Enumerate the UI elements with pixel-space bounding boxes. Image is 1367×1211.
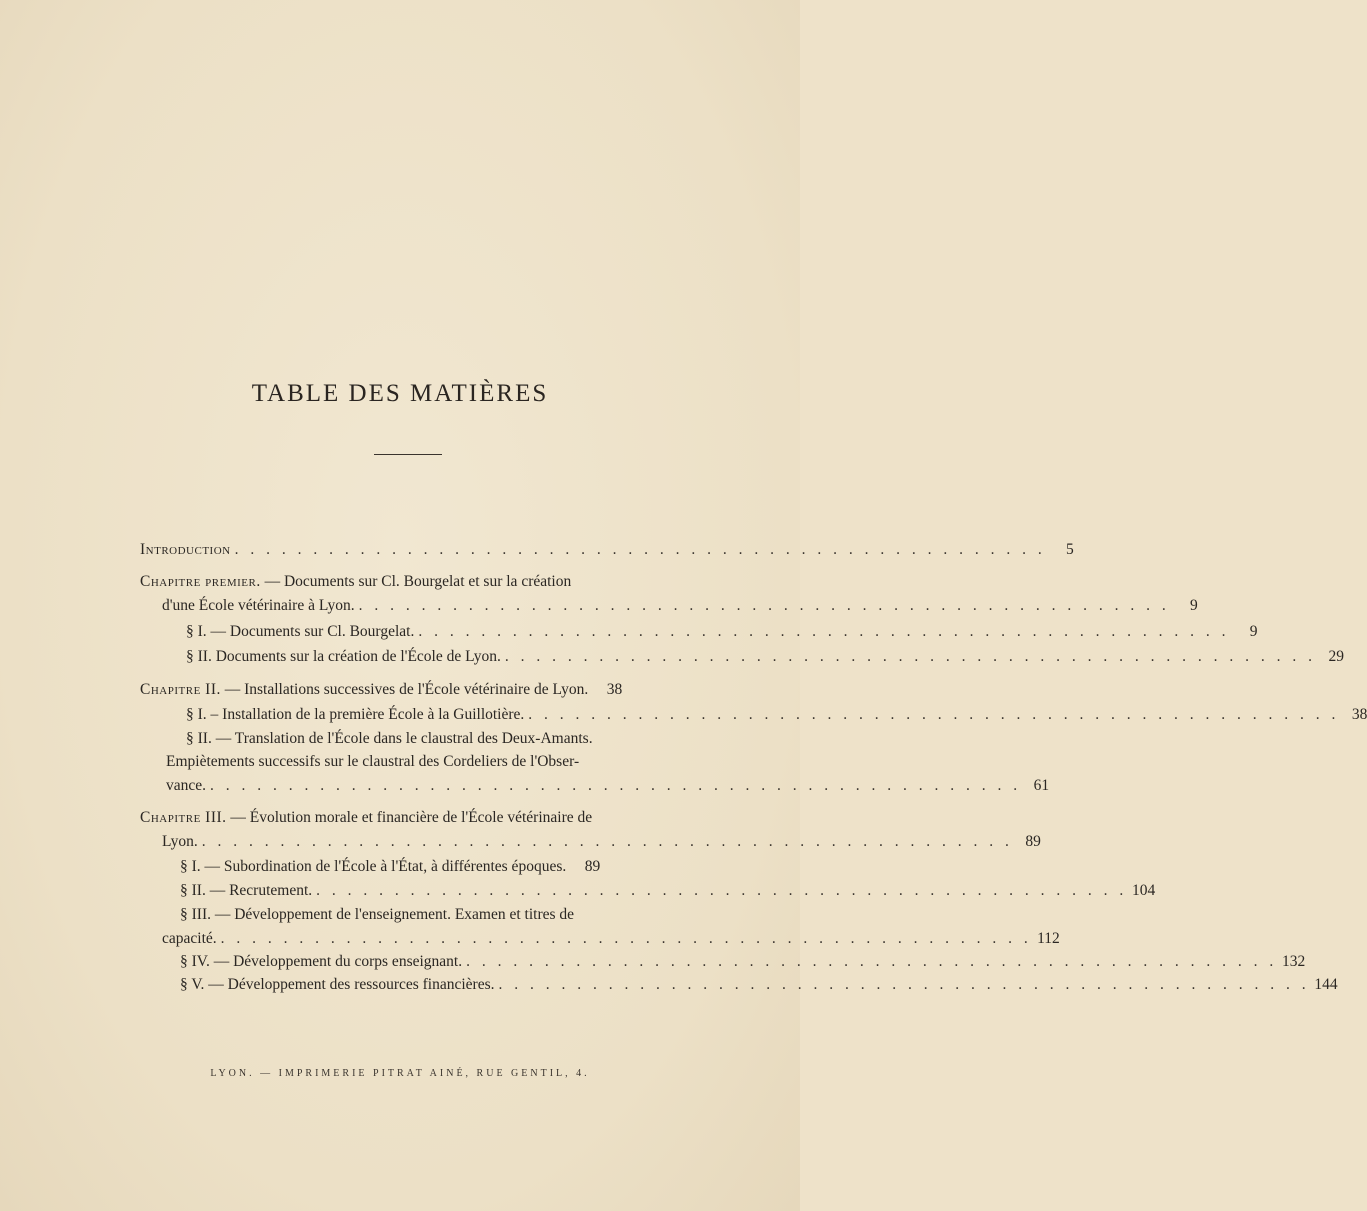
toc-page-number: 132 [1281, 953, 1306, 970]
toc-entry-ch2-s1[interactable] [186, 703, 1367, 727]
toc-entry-ch3-s3-line1[interactable] [180, 903, 670, 927]
toc-entry-chapter1-line1[interactable] [140, 570, 670, 594]
toc-entry-chapter3-line2[interactable] [162, 830, 1041, 854]
toc-entry-ch3-s2[interactable] [180, 879, 1156, 903]
toc-entry-ch3-s1[interactable] [180, 855, 670, 879]
toc-entry-ch2-s2-line1[interactable] [186, 727, 670, 751]
section-label: capacité. [162, 930, 217, 947]
toc-entry-chapter3-line1[interactable] [140, 806, 670, 830]
section-label: § I. — Documents sur Cl. Bourgelat. [186, 623, 415, 640]
dot-leader [198, 830, 1013, 854]
toc-entry-ch3-s3-line2[interactable] [162, 927, 1060, 951]
toc-entry-ch2-s2-line3[interactable] [166, 774, 1050, 798]
toc-page-number: 5 [1065, 541, 1074, 558]
section-label: § V. — Développement des ressources financières. [180, 976, 495, 993]
dot-leader [217, 927, 1032, 951]
section-label: § I. — Subordination de l'École à l'État, à différentes époques. [180, 858, 567, 875]
chapter-title-cont: Lyon. [162, 833, 198, 850]
dot-leader [414, 620, 1229, 644]
chapter-heading: Chapitre premier. [140, 573, 261, 590]
dot-leader [206, 774, 1021, 798]
section-label: § IV. — Développement du corps enseignant. [180, 953, 463, 970]
chapter-heading: Chapitre II. [140, 681, 221, 698]
dot-leader [355, 594, 1170, 618]
chapter-heading: Chapitre III. [140, 809, 227, 826]
toc-page-number: 38 [1351, 706, 1367, 723]
dot-leader [524, 703, 1339, 727]
chapter-title: — Documents sur Cl. Bourgelat et sur la création [264, 573, 572, 590]
section-label: Empiètements successifs sur le claustral des Cordeliers de l'Obser- [166, 753, 580, 770]
toc-page-number: 144 [1314, 976, 1338, 993]
toc-page-number: 61 [1033, 777, 1050, 794]
toc-page-number: 9 [1189, 597, 1198, 614]
chapter-title-cont: d'une École vétérinaire à Lyon. [162, 597, 355, 614]
section-label: § I. – Installation de la première École à la Guillotière. [186, 706, 525, 723]
toc-entry-introduction[interactable] [140, 538, 1074, 562]
toc-entry-ch1-s2[interactable] [186, 645, 1344, 669]
section-label: vance. [166, 777, 207, 794]
dot-leader [312, 879, 1127, 903]
toc-entry-label: Introduction [140, 541, 231, 558]
toc-entry-chapter2[interactable] [140, 678, 670, 702]
page-title: TABLE DES MATIÈRES [251, 380, 549, 407]
dot-leader [462, 950, 1277, 974]
dot-leader [231, 538, 1046, 562]
chapter-title: — Installations successives de l'École vétérinaire de Lyon. [224, 681, 589, 698]
section-label: § III. — Développement de l'enseignement. Examen et titres de [180, 906, 575, 923]
toc-page-number: 38 [606, 681, 623, 698]
toc-page-number: 29 [1328, 648, 1344, 665]
dot-leader [501, 645, 1316, 669]
toc-entry-ch1-s1[interactable] [186, 620, 1258, 644]
toc-page-number: 89 [584, 858, 601, 875]
dot-leader [495, 973, 1310, 997]
section-label: § II. — Recrutement. [180, 882, 313, 899]
section-label: § II. — Translation de l'École dans le claustral des Deux-Amants. [186, 730, 593, 747]
toc-entry-chapter1-line2[interactable] [162, 594, 1198, 618]
toc-page-number: 89 [1025, 833, 1041, 850]
toc-entry-ch3-s4[interactable] [180, 950, 1306, 974]
chapter-title: — Évolution morale et financière de l'École vétérinaire de [230, 809, 593, 826]
toc-page-number: 9 [1249, 623, 1258, 640]
printer-imprint: LYON. — IMPRIMERIE PITRAT AINÉ, RUE GENTIL, 4. [210, 1068, 590, 1079]
toc-page-number: 112 [1037, 930, 1060, 947]
toc-entry-ch3-s5[interactable] [180, 973, 1338, 997]
section-label: § II. Documents sur la création de l'École de Lyon. [186, 648, 501, 665]
toc-page-number: 104 [1132, 882, 1156, 899]
toc-entry-ch2-s2-line2[interactable] [166, 750, 670, 774]
